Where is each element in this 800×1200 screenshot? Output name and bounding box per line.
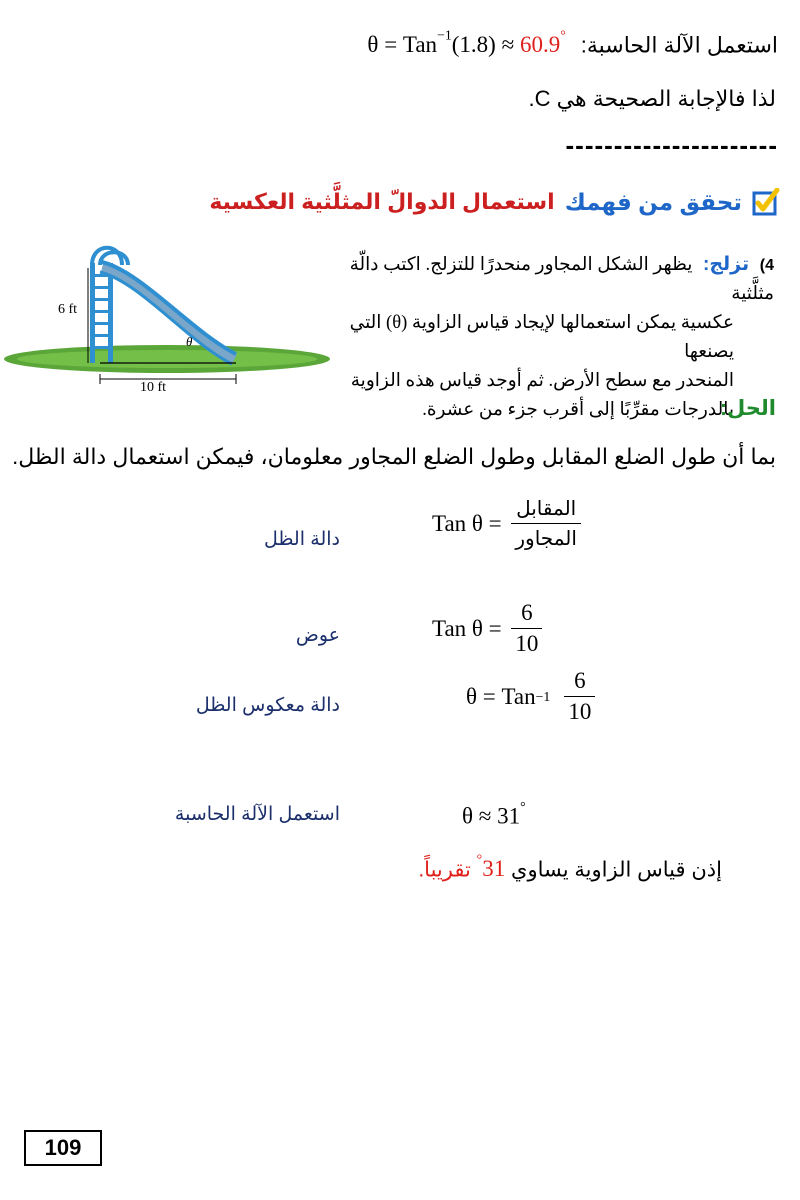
- section-title-topic: استعمال الدوالّ المثلَّثية العكسية: [209, 189, 555, 214]
- solution-intro: بما أن طول الضلع المقابل وطول الضلع المجاور معلومان، فيمكن استعمال دالة الظل.: [12, 444, 776, 469]
- calc-label: استعمل الآلة الحاسبة:: [580, 32, 778, 58]
- page-number: 109: [24, 1130, 102, 1166]
- ladder-left-rail: [90, 263, 95, 363]
- problem-keyword: تزلج:: [703, 254, 750, 275]
- height-label: 6 ft: [58, 302, 78, 317]
- step-3-equation: θ = Tan −1 $\frac{6}{10}$: [466, 668, 599, 725]
- slide-figure: [2, 238, 332, 403]
- step-1-equation: Tan θ = $\frac{\text{المقابل}}{\text{المجاور}}$: [432, 496, 585, 551]
- conclusion-value: °31: [476, 852, 506, 882]
- step-2-note: عوض: [295, 625, 340, 646]
- conclusion: إذن قياس الزاوية يساوي °31 تقريباً.: [418, 852, 722, 882]
- problem-line-2: عكسية يمكن استعمالها لإيجاد قياس الزاوية (θ) التي يصنعها: [349, 313, 734, 362]
- answer-line: لذا فالإجابة الصحيحة هي C.: [528, 86, 776, 111]
- calc-equation: θ = Tan$^{-1}$(1.8) ≈ 60.9°: [367, 28, 566, 58]
- section-title-check: تحقق من فهمك: [564, 188, 742, 215]
- problem-line-1: 4) تزلج: يظهر الشكل المجاور منحدرًا للتزلج. اكتب دالّة مثلَّثية: [349, 254, 774, 304]
- step-3-note: دالة معكوس الظل: [195, 695, 340, 716]
- step-4-note: استعمل الآلة الحاسبة: [174, 804, 340, 825]
- calc-result: 60.9: [519, 32, 561, 58]
- step-1-fraction: $\frac{\text{المقابل}}{\text{المجاور}}$: [511, 496, 581, 551]
- step-4-equation: θ ≈ 31°: [462, 799, 526, 829]
- step-2-equation: Tan θ = $\frac{6}{10}$: [432, 600, 546, 657]
- separator-line: ----------------------: [565, 130, 778, 160]
- base-label: 10 ft: [140, 380, 167, 395]
- checkbox-icon: [752, 188, 780, 216]
- problem-block: [309, 250, 774, 425]
- problem-number: 4): [759, 257, 774, 274]
- calc-line: [367, 28, 778, 58]
- problem-line-4: بالدرجات مقرِّبًا إلى أقرب جزء من عشرة.: [422, 400, 734, 420]
- step-3-fraction: $\frac{6}{10}$: [564, 668, 595, 725]
- step-1-note: دالة الظل: [263, 529, 340, 550]
- angle-label: θ: [186, 334, 193, 349]
- problem-line-3: المنحدر مع سطح الأرض. ثم أوجد قياس هذه الزاوية: [350, 371, 734, 391]
- step-2-fraction: $\frac{6}{10}$: [511, 600, 542, 657]
- section-heading: [209, 188, 780, 216]
- solution-heading: الحل:: [720, 397, 776, 420]
